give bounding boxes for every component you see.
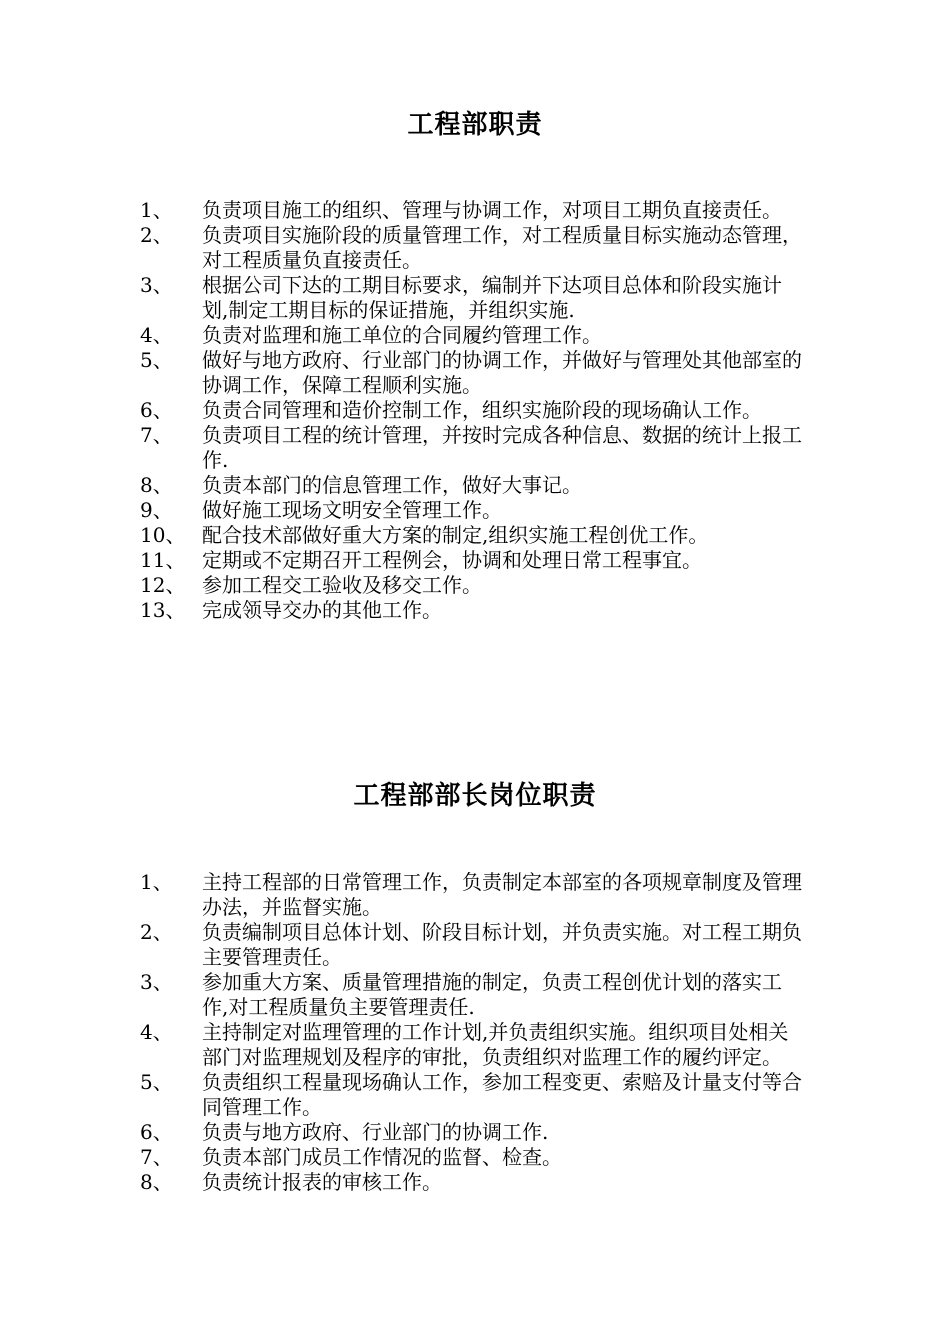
duty-number: 2、 <box>140 223 173 247</box>
duty-number: 3、 <box>140 970 173 994</box>
duty-item <box>140 1145 820 1170</box>
duty-item <box>140 1170 820 1195</box>
duty-item <box>140 573 820 598</box>
duty-number: 8、 <box>140 473 173 497</box>
duty-text: 参加工程交工验收及移交工作。 <box>202 573 482 597</box>
duty-item <box>140 398 820 423</box>
duty-item <box>140 473 820 498</box>
duty-text: 负责项目施工的组织、管理与协调工作，对项目工期负直接责任。 <box>202 198 782 222</box>
dept-head-duty-list <box>140 870 820 1195</box>
duty-number: 10、 <box>140 523 186 547</box>
duty-text: 负责组织工程量现场确认工作，参加工程变更、索赔及计量支付等合同管理工作。 <box>202 1070 802 1119</box>
duty-number: 7、 <box>140 423 173 447</box>
duty-number: 5、 <box>140 1070 173 1094</box>
duty-text: 定期或不定期召开工程例会，协调和处理日常工程事宜。 <box>202 548 702 572</box>
duty-number: 11、 <box>140 548 186 572</box>
duty-text: 负责本部门的信息管理工作，做好大事记。 <box>202 473 582 497</box>
duty-number: 6、 <box>140 398 173 422</box>
duty-number: 13、 <box>140 598 186 622</box>
duty-text: 配合技术部做好重大方案的制定,组织实施工程创优工作。 <box>202 523 709 547</box>
duty-item <box>140 970 820 1020</box>
duty-text: 负责统计报表的审核工作。 <box>202 1170 442 1194</box>
duty-text: 负责本部门成员工作情况的监督、检查。 <box>202 1145 562 1169</box>
duty-text: 做好与地方政府、行业部门的协调工作，并做好与管理处其他部室的协调工作，保障工程顺利实施。 <box>202 348 802 397</box>
duty-item <box>140 1020 820 1070</box>
duty-item <box>140 548 820 573</box>
duty-text: 参加重大方案、质量管理措施的制定，负责工程创优计划的落实工作,对工程质量负主要管理责任. <box>202 970 782 1019</box>
duty-text: 负责与地方政府、行业部门的协调工作. <box>202 1120 549 1144</box>
duty-item <box>140 498 820 523</box>
duty-number: 9、 <box>140 498 173 522</box>
duty-item <box>140 198 820 223</box>
duty-text: 负责项目工程的统计管理，并按时完成各种信息、数据的统计上报工作. <box>202 423 802 472</box>
duty-text: 负责编制项目总体计划、阶段目标计划，并负责实施。对工程工期负主要管理责任。 <box>202 920 802 969</box>
duty-text: 做好施工现场文明安全管理工作。 <box>202 498 502 522</box>
duty-text: 主持工程部的日常管理工作，负责制定本部室的各项规章制度及管理办法，并监督实施。 <box>202 870 802 919</box>
duty-item <box>140 323 820 348</box>
duty-item <box>140 1120 820 1145</box>
duty-text: 负责项目实施阶段的质量管理工作，对工程质量目标实施动态管理，对工程质量负直接责任。 <box>202 223 802 272</box>
duty-number: 4、 <box>140 1020 173 1044</box>
duty-number: 1、 <box>140 870 173 894</box>
duty-number: 8、 <box>140 1170 173 1194</box>
duty-number: 12、 <box>140 573 186 597</box>
duty-text: 完成领导交办的其他工作。 <box>202 598 442 622</box>
duty-number: 2、 <box>140 920 173 944</box>
duty-item <box>140 920 820 970</box>
duty-text: 负责对监理和施工单位的合同履约管理工作。 <box>202 323 602 347</box>
duty-item <box>140 523 820 548</box>
duty-item <box>140 273 820 323</box>
duty-item <box>140 870 820 920</box>
duty-text: 根据公司下达的工期目标要求，编制并下达项目总体和阶段实施计划,制定工期目标的保证措施，并组织实施. <box>202 273 782 322</box>
section-title-engineering-dept-duties: 工程部职责 <box>407 110 543 140</box>
duty-number: 7、 <box>140 1145 173 1169</box>
duty-text: 负责合同管理和造价控制工作，组织实施阶段的现场确认工作。 <box>202 398 762 422</box>
duty-number: 6、 <box>140 1120 173 1144</box>
duty-item <box>140 598 820 623</box>
duty-number: 4、 <box>140 323 173 347</box>
duty-item <box>140 348 820 398</box>
duty-number: 3、 <box>140 273 173 297</box>
duty-text: 主持制定对监理管理的工作计划,并负责组织实施。组织项目处相关部门对监理规划及程序的审批，负责组织对监理工作的履约评定。 <box>202 1020 789 1069</box>
duty-number: 5、 <box>140 348 173 372</box>
engineering-dept-duty-list <box>140 198 820 623</box>
duty-item <box>140 1070 820 1120</box>
duty-item <box>140 223 820 273</box>
duty-item <box>140 423 820 473</box>
section-title-dept-head-duties: 工程部部长岗位职责 <box>353 781 597 811</box>
duty-number: 1、 <box>140 198 173 222</box>
